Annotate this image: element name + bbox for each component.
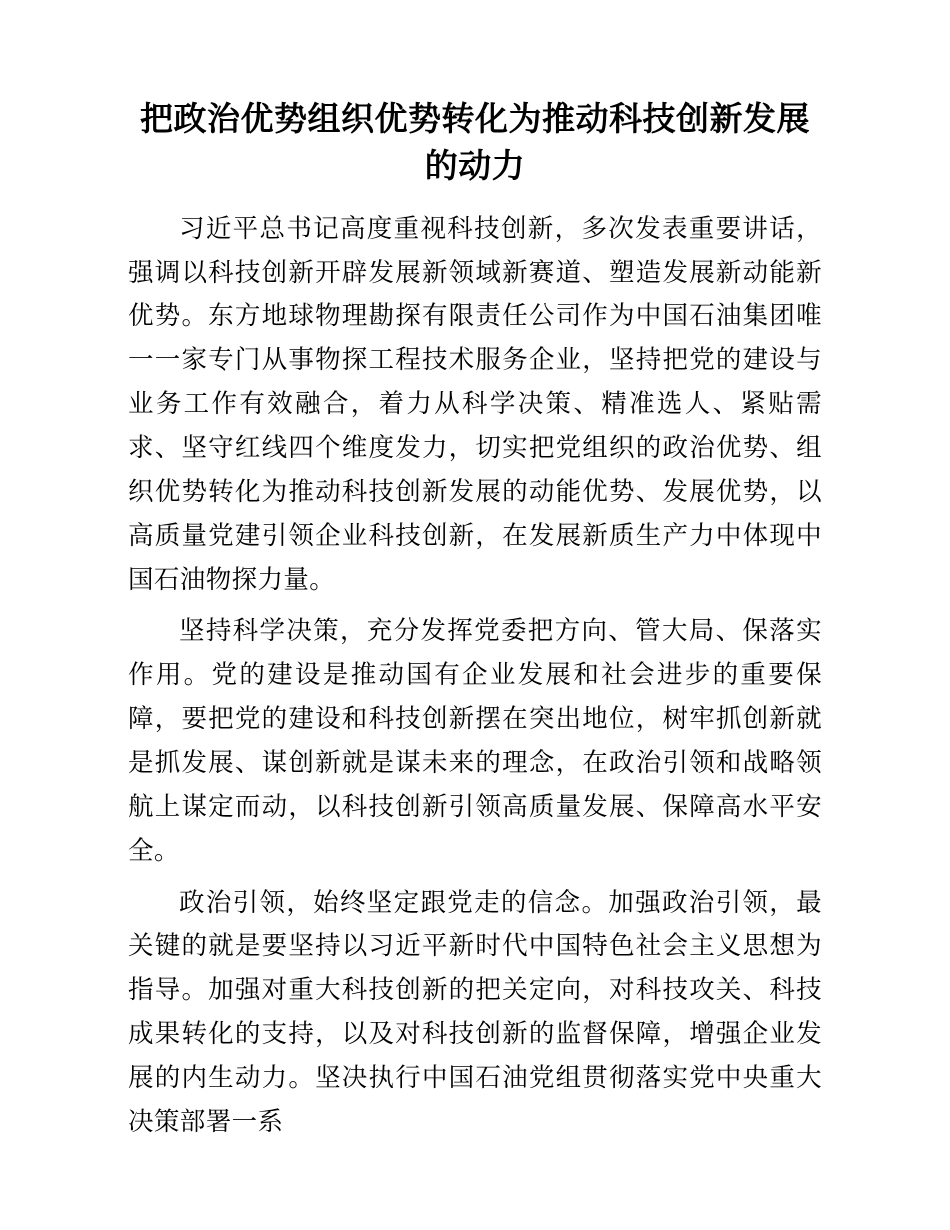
body-paragraph: 习近平总书记高度重视科技创新，多次发表重要讲话，强调以科技创新开辟发展新领域新赛道、塑造发展新动能新优势。东方地球物理勘探有限责任公司作为中国石油集团唯一一家专门从事物探工程技术服务企业，坚持把党的建设与业务工作有效融合，着力从科学决策、精准选人、紧贴需求、坚守红线四个维度发力，切实把党组织的政治优势、组织优势转化为推动科技创新发展的动能优势、发展优势，以高质量党建引领企业科技创新，在发展新质生产力中体现中国石油物探力量。	[128, 213, 822, 595]
page-title: 把政治优势组织优势转化为推动科技创新发展的动力	[140, 99, 810, 185]
document-body	[128, 208, 822, 1145]
body-paragraph: 坚持科学决策，充分发挥党委把方向、管大局、保落实作用。党的建设是推动国有企业发展和社会进步的重要保障，要把党的建设和科技创新摆在突出地位，树牢抓创新就是抓发展、谋创新就是谋未来的理念，在政治引领和战略领航上谋定而动，以科技创新引领高质量发展、保障高水平安全。	[128, 616, 822, 866]
body-paragraph: 政治引领，始终坚定跟党走的信念。加强政治引领，最关键的就是要坚持以习近平新时代中国特色社会主义思想为指导。加强对重大科技创新的把关定向，对科技攻关、科技成果转化的支持，以及对科技创新的监督保障，增强企业发展的内生动力。坚决执行中国石油党组贯彻落实党中央重大决策部署一系	[128, 887, 822, 1137]
